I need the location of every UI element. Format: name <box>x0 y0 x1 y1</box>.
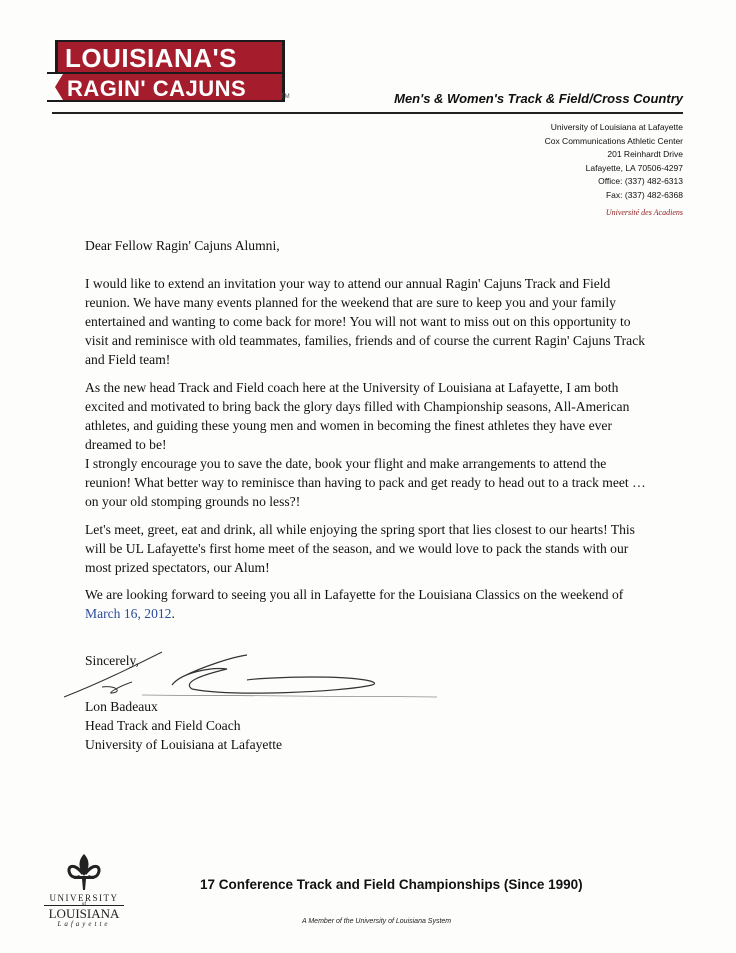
motto: Université des Acadiens <box>605 208 683 217</box>
footer-uni-line3: LOUISIANA <box>44 905 124 922</box>
logo-line2: RAGIN' CAJUNS <box>67 76 247 101</box>
logo-line1: LOUISIANA'S <box>65 43 238 73</box>
salutation: Dear Fellow Ragin' Cajuns Alumni, <box>85 238 280 253</box>
footer-uni-line4: Lafayette <box>57 920 111 928</box>
paragraph-2: As the new head Track and Field coach here at the University of Louisiana at Lafayette, I am both excited and motivated to bring back the glory days filled with Championship seasons, All-American athletes, and guiding these young men and women in becoming the finest athletes they have ever dreamed to be! <box>85 380 630 452</box>
event-date: March 16, 2012 <box>85 606 172 621</box>
address-line2: Cox Communications Athletic Center <box>544 135 683 146</box>
paragraph-4: Let's meet, greet, eat and drink, all while enjoying the spring sport that lies closest to our hearts! This will be UL Lafayette's first home meet of the season, and we would love to pack the stands with our most prized spectators, our Alum! <box>85 522 635 575</box>
footer-uni-line1: UNIVERSITY <box>49 893 119 903</box>
paragraph-1: I would like to extend an invitation your way to attend our annual Ragin' Cajuns Track and Field reunion. We have many events planned for the weekend that are sure to keep you and your family entertained and wanting to come back for more! You will not want to miss out on this opportunity to visit and reminisce with old teammates, families, friends and of course the current Ragin' Cajuns Track and Field team! <box>85 276 646 367</box>
signer-name: Lon Badeaux <box>85 699 158 714</box>
department-title: Men's & Women's Track & Field/Cross Country <box>394 91 683 106</box>
address-line4: Lafayette, LA 70506-4297 <box>585 162 683 173</box>
closing: Sincerely, <box>85 653 139 668</box>
signer-title: Head Track and Field Coach <box>85 718 241 733</box>
fax-number: Fax: (337) 482-6368 <box>605 189 683 200</box>
signer-org: University of Louisiana at Lafayette <box>85 737 283 752</box>
signature <box>62 647 442 702</box>
address-line1: University of Louisiana at Lafayette <box>550 122 683 132</box>
ragin-cajuns-logo <box>47 38 292 106</box>
header-divider <box>52 112 683 114</box>
member-note: A Member of the University of Louisiana System <box>302 918 452 925</box>
championships-banner: 17 Conference Track and Field Championships (Since 1990) <box>200 877 583 892</box>
paragraph-3: I strongly encourage you to save the date, book your flight and make arrangements to attend the reunion! What better way to reminisce than having to pack and get ready to head out to a track meet … on your old stomping grounds no less?! <box>85 456 646 509</box>
trademark: TM <box>281 94 290 100</box>
fleur-de-lis-icon <box>64 852 104 892</box>
paragraph-5-text: We are looking forward to seeing you all in Lafayette for the Louisiana Classics on the weekend of <box>85 587 624 602</box>
paragraph-5 <box>85 585 655 623</box>
address-line3: 201 Reinhardt Drive <box>607 149 683 160</box>
footer-uni-line2: of <box>81 902 87 907</box>
office-phone: Office: (337) 482-6313 <box>598 176 683 187</box>
paragraph-5-end: . <box>171 606 175 621</box>
address-block <box>545 121 683 203</box>
